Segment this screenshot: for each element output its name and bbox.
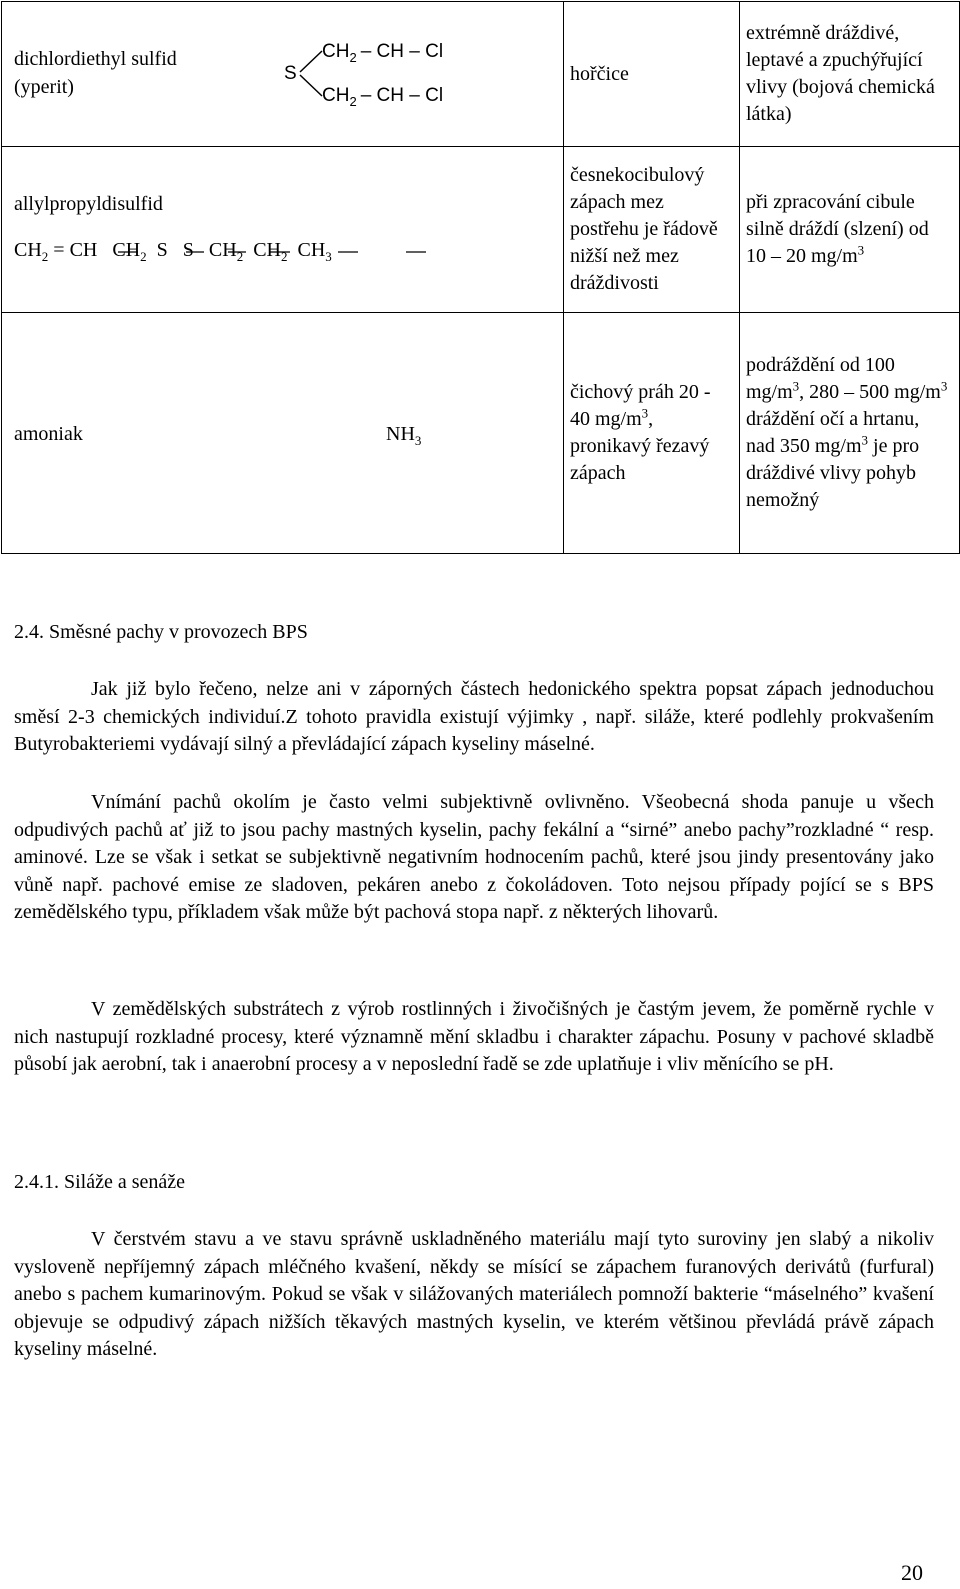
compound-cell xyxy=(2,313,564,554)
compound-name-extra: (yperit) xyxy=(14,76,74,98)
paragraph: Vnímání pachů okolím je často velmi subjektivně ovlivněno. Všeobecná shoda panuje u všech odpudivých pachů ať již to jsou pachy mastných kyselin, pachy fekální a “sirné” anebo pachy”rozkladné “ resp. aminové. Lze se však i setkat se subjektivně negativním hodnocením pachů, které jsou jindy presentovány jako vůně např. pachové emise ze sladoven, pekáren anebo z čokoládoven. Toto nejsou případy pojící se s BPS zemědělského typu, příkladem však může být pachová stopa např. z některých lihovarů. xyxy=(14,791,934,924)
section-heading: 2.4. Směsné pachy v provozech BPS xyxy=(14,621,308,643)
compound-cell xyxy=(2,2,564,147)
formula-bond-dashes xyxy=(14,249,494,255)
formula-line-2: $CH_2$ – CH – Cl xyxy=(322,85,444,109)
compound-name: amoniak xyxy=(14,423,83,445)
formula-sulfur: S xyxy=(284,63,297,84)
paragraph: V čerstvém stavu a ve stavu správně uskladněného materiálu mají tyto suroviny jen slabý a nikoliv vysloveně nepříjemný zápach mléčného kvašení, někdy se mísící se zápachem furanových derivátů (furfural) anebo s pachem kumarinovým. Pokud se však v silážovaných materiálech pomnoží bakterie “máselného” kvašení objevuje se odpudivý zápach nižších těkavých mastných kyselin, ve kterém většinou převládá právě zápach kyseliny máselné. xyxy=(14,1228,934,1361)
odor-cell xyxy=(564,2,740,147)
table-row xyxy=(2,2,960,147)
subsection-heading: 2.4.1. Siláže a senáže xyxy=(14,1171,186,1193)
effect-text: podráždění od 100 $mg/m^3$, 280 – 500 $mg/m^3$ dráždění očí a hrtanu, nad 350 $mg/m^3$ je pro dráždivé vlivy pohyb nemožný xyxy=(746,354,948,511)
table-row xyxy=(2,147,960,313)
compound-cell xyxy=(2,147,564,313)
formula-bond-lines xyxy=(298,48,324,100)
odor-cell xyxy=(564,147,740,313)
compound-name: allylpropyldisulfid xyxy=(14,193,163,215)
page-number: 20 xyxy=(901,1560,923,1585)
effect-text: extrémně dráždivé, leptavé a zpuchýřující vlivy (bojová chemická látka) xyxy=(746,22,935,125)
compound-formula: $NH_3$ xyxy=(386,423,422,448)
paragraph: Jak již bylo řečeno, nelze ani v záporných částech hedonického spektra popsat zápach jednoduchou směsí 2-3 chemických individuí.Z tohoto pravidla existují výjimky , např. siláže, které podlehly prokvašením Butyrobakteriemi vydávají silný a převládající zápach kyseliny máselné. xyxy=(14,678,934,756)
odor-text: hořčice xyxy=(570,62,629,85)
odor-cell xyxy=(564,313,740,554)
formula-line-1: $CH_2$ – CH – Cl xyxy=(322,41,444,65)
effect-cell: při zpracování cibule silně dráždí (slzení) od 10 – 20 $mg/m^3$ xyxy=(740,147,960,313)
table-row xyxy=(2,313,960,554)
compound-name: dichlordiethyl sulfid xyxy=(14,48,177,70)
effect-cell xyxy=(740,313,960,554)
effect-text: při zpracování cibule silně dráždí (slzení) od 10 – 20 mg/m xyxy=(746,191,929,267)
chemical-odor-table xyxy=(1,1,960,554)
compound-formula: $CH_2$ = CH $CH_2$ S S $CH_2$ $CH_2$ $CH_3$ xyxy=(14,239,332,264)
odor-text: čichový práh 20 - 40 $mg/m^3$, pronikavý řezavý zápach xyxy=(570,381,711,484)
effect-cell xyxy=(740,2,960,147)
paragraph: V zemědělských substrátech z výrob rostlinných i živočišných je častým jevem, že poměrně rychle v nich nastupují rozkladné procesy, které významně mění skladbu i charakter zápachu. Posuny v pachové skladbě působí jak aerobní, tak i anaerobní procesy a v neposlední řadě se zde uplatňuje i vliv měnícího se pH. xyxy=(14,998,934,1076)
odor-text: česnekocibulový zápach mez postřehu je řádově nižší než mez dráždivosti xyxy=(570,164,718,294)
